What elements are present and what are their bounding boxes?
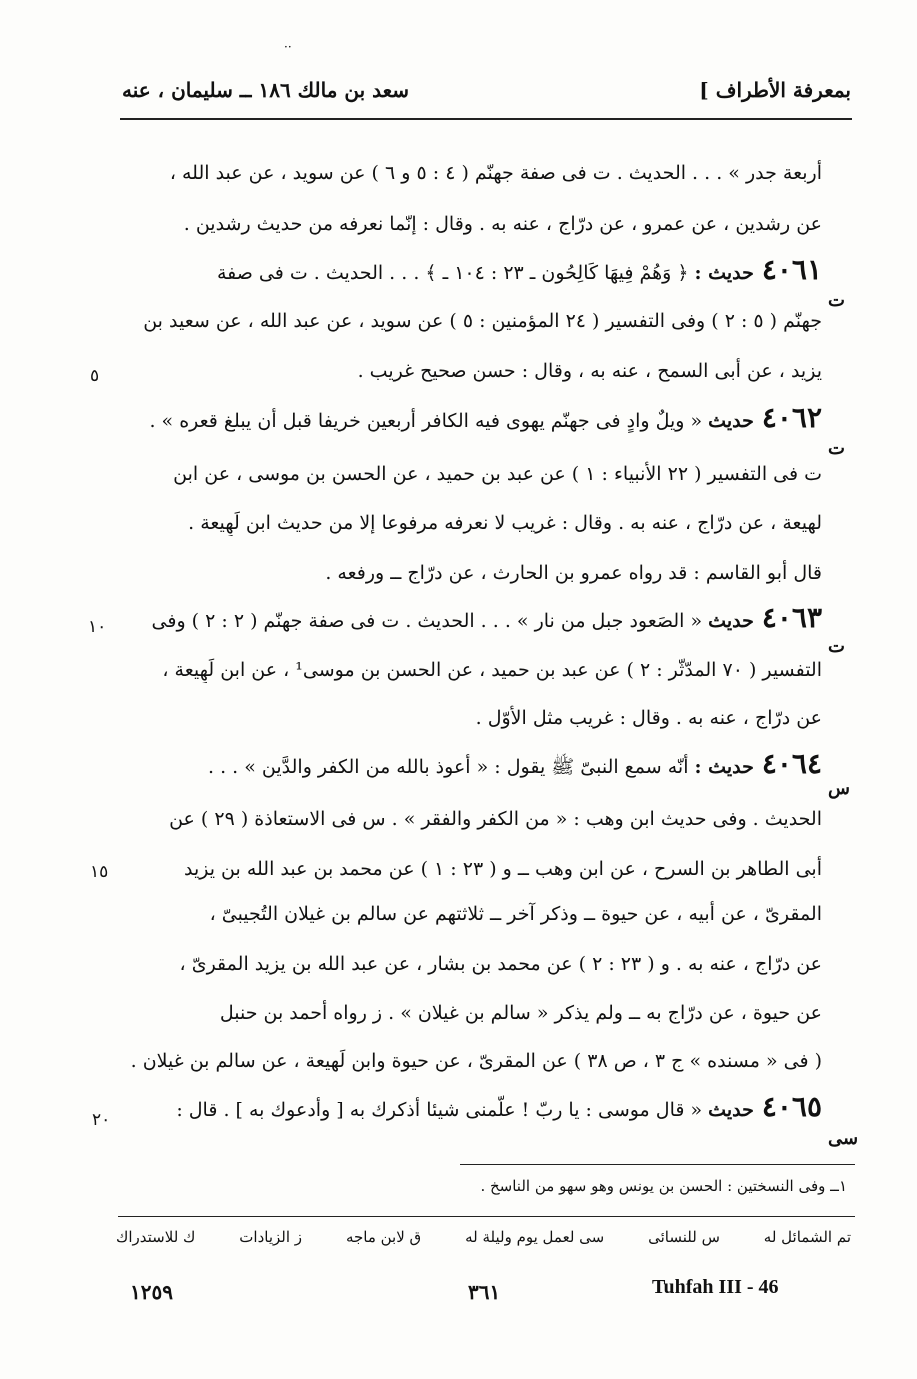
margin-line-number: ١٥: [90, 862, 109, 882]
footnote: ١ــ وفى النسختين : الحسن بن يونس وهو سهو من الناسخ .: [480, 1177, 847, 1195]
page-number-left: ١٢٥٩: [130, 1280, 173, 1304]
legend-item: ز الزيادات: [239, 1228, 303, 1246]
line-text: قال أبو القاسم : قد رواه عمرو بن الحارث ، عن درّاج ــ ورفعه .: [325, 562, 822, 584]
legend-item: تم الشمائل له: [763, 1228, 851, 1246]
line-text: عن رشدين ، عن عمرو ، عن درّاج ، عنه به . وقال : إنّما نعرفه من حديث رشدين .: [183, 213, 822, 235]
running-header-right: بمعرفة الأطراف ]: [699, 78, 851, 102]
text-line: [102, 901, 822, 927]
header-rule: [120, 118, 852, 120]
text-line: [102, 657, 822, 683]
line-text: « ويلٌ وادٍ فى جهنّم يهوى فيه الكافر أربعين خريفا قبل أن يبلغ قعره » .: [149, 410, 703, 432]
hadith-number: ٤٠٦١: [761, 257, 822, 286]
side-symbol: ت: [828, 636, 845, 657]
line-text: أنّه سمع النبىّ ﷺ يقول : « أعوذ بالله من الكفر والدَّين » . . .: [208, 756, 689, 778]
line-text: يزيد ، عن أبى السمح ، عنه به ، وقال : حسن صحيح غريب .: [357, 360, 822, 382]
text-line: [102, 358, 822, 384]
text-line: [102, 461, 822, 487]
hadith-keyword: حديث :: [694, 756, 754, 778]
line-text: « قال موسى : يا ربّ ! علّمنى شيئا أذكرك به [ وأدعوك به ] . قال :: [176, 1099, 703, 1121]
hadith-entry-line: [102, 1094, 822, 1123]
text-line: [102, 856, 822, 882]
line-text: عن درّاج ، عنه به . و ( ٢٣ : ٢ ) عن محمد بن بشار ، عن عبد الله بن يزيد المقرىّ ،: [179, 953, 822, 975]
hadith-number: ٤٠٦٥: [761, 1094, 822, 1123]
page-number-center: ٣٦١: [468, 1280, 501, 1304]
line-text: أربعة جدر » . . . الحديث . ت فى صفة جهنّم ( ٤ : ٥ و ٦ ) عن سويد ، عن عبد الله ،: [169, 162, 822, 184]
legend-rule: [118, 1216, 855, 1217]
hadith-entry-line: [102, 405, 822, 434]
hadith-keyword: حديث: [708, 1099, 754, 1121]
volume-reference: Tuhfah III - 46: [652, 1276, 779, 1298]
text-line: [102, 160, 822, 186]
line-text: عن حيوة ، عن درّاج به ــ ولم يذكر « سالم بن غيلان » . ز رواه أحمد بن حنبل: [219, 1002, 822, 1024]
line-text: ﴿ وَهُمْ فِيهَا كَالِحُون ـ ٢٣ : ١٠٤ ـ ﴾ . . . الحديث . ت فى صفة: [216, 262, 689, 284]
text-line: [102, 806, 822, 832]
text-line: [102, 1000, 822, 1026]
line-text: أبى الطاهر بن السرح ، عن ابن وهب ــ و ( ٢٣ : ١ ) عن محمد بن عبد الله بن يزيد: [183, 858, 822, 880]
text-line: [102, 308, 822, 334]
hadith-number: ٤٠٦٣: [761, 605, 822, 634]
side-symbol: س: [828, 778, 850, 799]
header-dots: ··: [284, 40, 292, 54]
margin-line-number: ٢٠: [92, 1110, 111, 1130]
line-text: لهيعة ، عن درّاج ، عنه به . وقال : غريب لا نعرفه مرفوعا إلا من حديث ابن لَهِيعة .: [188, 512, 822, 534]
margin-line-number: ٥: [90, 366, 100, 386]
hadith-keyword: حديث: [708, 410, 754, 432]
footnote-rule: [460, 1164, 855, 1165]
line-text: المقرىّ ، عن أبيه ، عن حيوة ــ وذكر آخر ــ ثلاثتهم عن سالم بن غيلان التُجيبىّ ،: [209, 903, 822, 925]
hadith-number: ٤٠٦٢: [761, 405, 822, 434]
line-text: ت فى التفسير ( ٢٢ الأنبياء : ١ ) عن عبد بن حميد ، عن الحسن بن موسى ، عن ابن: [173, 463, 822, 485]
text-line: [102, 1048, 822, 1074]
line-text: « الصَعود جبل من نار » . . . الحديث . ت فى صفة جهنّم ( ٢ : ٢ ) وفى: [151, 610, 703, 632]
running-header-left: سعد بن مالك ١٨٦ ــ سليمان ، عنه: [122, 78, 410, 102]
legend-item: ق لابن ماجه: [345, 1228, 422, 1246]
margin-line-number: ١٠: [88, 617, 107, 637]
side-symbol: ت: [828, 290, 845, 311]
hadith-entry-line: [102, 257, 822, 286]
line-text: التفسير ( ٧٠ المدّثّر : ٢ ) عن عبد بن حميد ، عن الحسن بن موسى¹ ، عن ابن لَهِيعة ،: [162, 659, 822, 681]
legend-item: سى لعمل يوم وليلة له: [465, 1228, 605, 1246]
text-line: [102, 211, 822, 237]
text-line: [102, 510, 822, 536]
line-text: الحديث . وفى حديث ابن وهب : « من الكفر والفقر » . س فى الاستعاذة ( ٢٩ ) عن: [169, 808, 822, 830]
hadith-entry-line: [102, 751, 822, 780]
abbreviation-legend: [116, 1228, 851, 1246]
legend-item: ك للاستدراك: [116, 1228, 196, 1246]
line-text: عن درّاج ، عنه به . وقال : غريب مثل الأوّل .: [475, 707, 822, 729]
line-text: ( فى « مسنده » ج ٣ ، ص ٣٨ ) عن المقرىّ ، عن حيوة وابن لَهيعة ، عن سالم بن غيلان .: [130, 1050, 822, 1072]
side-symbol: سى: [828, 1128, 859, 1149]
hadith-keyword: حديث: [708, 610, 754, 632]
line-text: جهنّم ( ٥ : ٢ ) وفى التفسير ( ٢٤ المؤمنين : ٥ ) عن سويد ، عن عبد الله ، عن سعيد بن: [143, 310, 822, 332]
hadith-entry-line: [102, 605, 822, 634]
text-line: [102, 560, 822, 586]
side-symbol: ت: [828, 438, 845, 459]
hadith-keyword: حديث :: [694, 262, 754, 284]
text-line: [102, 951, 822, 977]
hadith-number: ٤٠٦٤: [761, 751, 822, 780]
text-line: [102, 705, 822, 731]
legend-item: س للنسائى: [648, 1228, 720, 1246]
